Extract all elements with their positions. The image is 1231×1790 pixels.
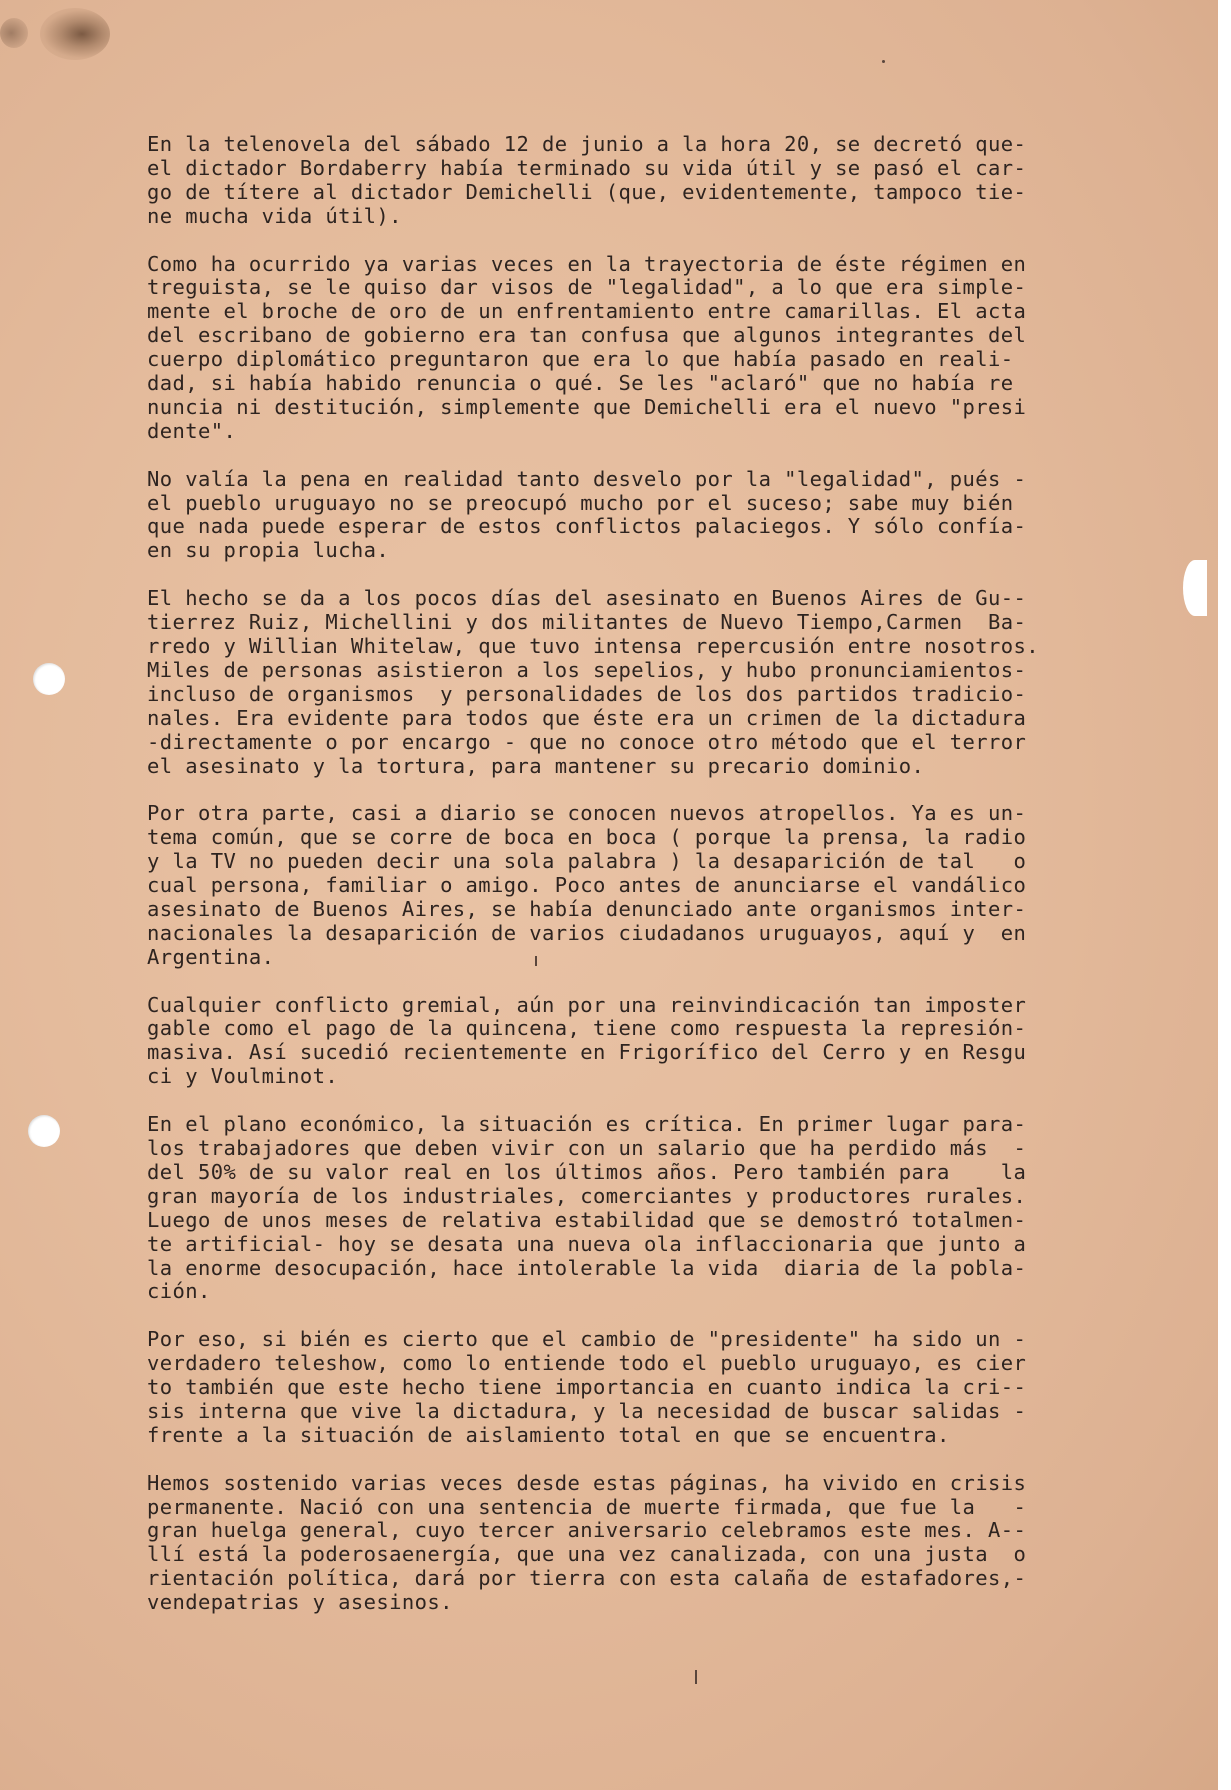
text-line: go de títere al dictador Demichelli (que, evidentemente, tampoco tie- (147, 179, 1027, 204)
text-line: vendepatrias y asesinos. (147, 1590, 453, 1615)
text-line: la enorme desocupación, hace intolerable la vida diaria de la pobla- (147, 1255, 1027, 1280)
text-line: te artificial- hoy se desata una nueva ola inflaccionaria que junto a (147, 1231, 1027, 1256)
paragraph-2 (147, 253, 1177, 444)
text-line: del escribano de gobierno era tan confusa que algunos integrantes del (147, 323, 1027, 348)
text-line: rientación política, dará por tierra con esta calaña de estafadores,- (147, 1566, 1027, 1591)
text-line: treguista, se le quiso dar visos de "legalidad", a lo que era simple- (147, 275, 1027, 300)
text-line: cuerpo diplomático preguntaron que era lo que había pasado en reali- (147, 347, 1014, 372)
text-line: sis interna que vive la dictadura, y la necesidad de buscar salidas - (147, 1398, 1027, 1423)
page-edge (1218, 0, 1231, 1790)
text-line: dente". (147, 418, 237, 443)
text-line: frente a la situación de aislamiento total en que se encuentra. (147, 1422, 950, 1447)
paragraph-6 (147, 994, 1177, 1090)
text-line: mente el broche de oro de un enfrentamiento entre camarillas. El acta (147, 299, 1027, 324)
text-line: Cualquier conflicto gremial, aún por una reinvindicación tan imposter (147, 992, 1027, 1017)
text-line: dad, si había habido renuncia o qué. Se les "aclaró" que no había re (147, 371, 1014, 396)
text-line: en su propia lucha. (147, 538, 390, 563)
text-line: verdadero teleshow, como lo entiende todo el pueblo uruguayo, es cier (147, 1351, 1027, 1376)
text-line: No valía la pena en realidad tanto desvelo por la "legalidad", pués - (147, 466, 1027, 491)
paragraph-1 (147, 133, 1177, 229)
page-tear (1183, 560, 1207, 616)
text-line: del 50% de su valor real en los últimos años. Pero también para la (147, 1159, 1027, 1184)
text-line: que nada puede esperar de estos conflictos palaciegos. Y sólo confía- (147, 514, 1027, 539)
text-line: Hemos sostenido varias veces desde estas páginas, ha vivido en crisis (147, 1470, 1027, 1495)
text-line: gran mayoría de los industriales, comerciantes y productores rurales. (147, 1183, 1027, 1208)
text-line: ne mucha vida útil). (147, 203, 402, 228)
text-line: los trabajadores que deben vivir con un salario que ha perdido más - (147, 1135, 1027, 1160)
text-line: nuncia ni destitución, simplemente que Demichelli era el nuevo "presi (147, 394, 1027, 419)
paper-stain (0, 18, 28, 48)
paragraph-4 (147, 587, 1177, 778)
text-line: ción. (147, 1279, 211, 1304)
text-line: Por otra parte, casi a diario se conocen nuevos atropellos. Ya es un- (147, 801, 1027, 826)
text-line: permanente. Nació con una sentencia de muerte firmada, que fue la - (147, 1494, 1027, 1519)
text-line: nacionales la desaparición de varios ciudadanos uruguayos, aquí y en (147, 920, 1027, 945)
text-line: masiva. Así sucedió recientemente en Frigorífico del Cerro y en Resgu (147, 1040, 1027, 1065)
rust-stain (40, 8, 110, 60)
text-line: En el plano económico, la situación es crítica. En primer lugar para- (147, 1112, 1027, 1137)
text-line: el dictador Bordaberry había terminado su vida útil y se pasó el car- (147, 155, 1027, 180)
punch-hole (33, 663, 65, 695)
paragraph-9 (147, 1472, 1177, 1615)
text-line: el asesinato y la tortura, para mantener su precario dominio. (147, 753, 925, 778)
paragraph-3 (147, 468, 1177, 564)
text-line: gable como el pago de la quincena, tiene como respuesta la represión- (147, 1016, 1027, 1041)
text-line: y la TV no pueden decir una sola palabra ) la desaparición de tal o (147, 849, 1027, 874)
text-line: ci y Voulminot. (147, 1064, 339, 1089)
ink-speck (882, 60, 885, 63)
text-line: El hecho se da a los pocos días del asesinato en Buenos Aires de Gu-- (147, 586, 1027, 611)
text-line: tierrez Ruiz, Michellini y dos militantes de Nuevo Tiempo,Carmen Ba- (147, 610, 1027, 635)
text-line: Argentina. (147, 944, 275, 969)
text-line: asesinato de Buenos Aires, se había denunciado ante organismos inter- (147, 896, 1027, 921)
text-line: Como ha ocurrido ya varias veces en la trayectoria de éste régimen en (147, 251, 1027, 276)
text-line: nales. Era evidente para todos que éste era un crimen de la dictadura (147, 705, 1027, 730)
text-line: Luego de unos meses de relativa estabilidad que se demostró totalmen- (147, 1207, 1027, 1232)
text-line: tema común, que se corre de boca en boca ( porque la prensa, la radio (147, 825, 1027, 850)
paragraph-7 (147, 1113, 1177, 1304)
text-line: cual persona, familiar o amigo. Poco antes de anunciarse el vandálico (147, 873, 1027, 898)
text-line: Por eso, si bién es cierto que el cambio de "presidente" ha sido un - (147, 1327, 1027, 1352)
text-line: incluso de organismos y personalidades de los dos partidos tradicio- (147, 681, 1027, 706)
paragraph-8 (147, 1328, 1177, 1448)
text-line: el pueblo uruguayo no se preocupó mucho por el suceso; sabe muy bién (147, 490, 1014, 515)
text-line: -directamente o por encargo - que no conoce otro método que el terror (147, 729, 1027, 754)
text-line: rredo y Willian Whitelaw, que tuvo intensa repercusión entre nosotros. (147, 633, 1039, 658)
ink-mark (695, 1670, 697, 1684)
text-line: gran huelga general, cuyo tercer aniversario celebramos este mes. A-- (147, 1518, 1027, 1543)
text-line: En la telenovela del sábado 12 de junio a la hora 20, se decretó que- (147, 132, 1027, 156)
text-line: Miles de personas asistieron a los sepelios, y hubo pronunciamientos- (147, 657, 1027, 682)
text-line: llí está la poderosaenergía, que una vez canalizada, con una justa o (147, 1542, 1027, 1567)
punch-hole (28, 1115, 60, 1147)
paragraph-5 (147, 802, 1177, 969)
document-body (147, 133, 1177, 1639)
text-line: to también que este hecho tiene importancia en cuanto indica la cri-- (147, 1375, 1027, 1400)
